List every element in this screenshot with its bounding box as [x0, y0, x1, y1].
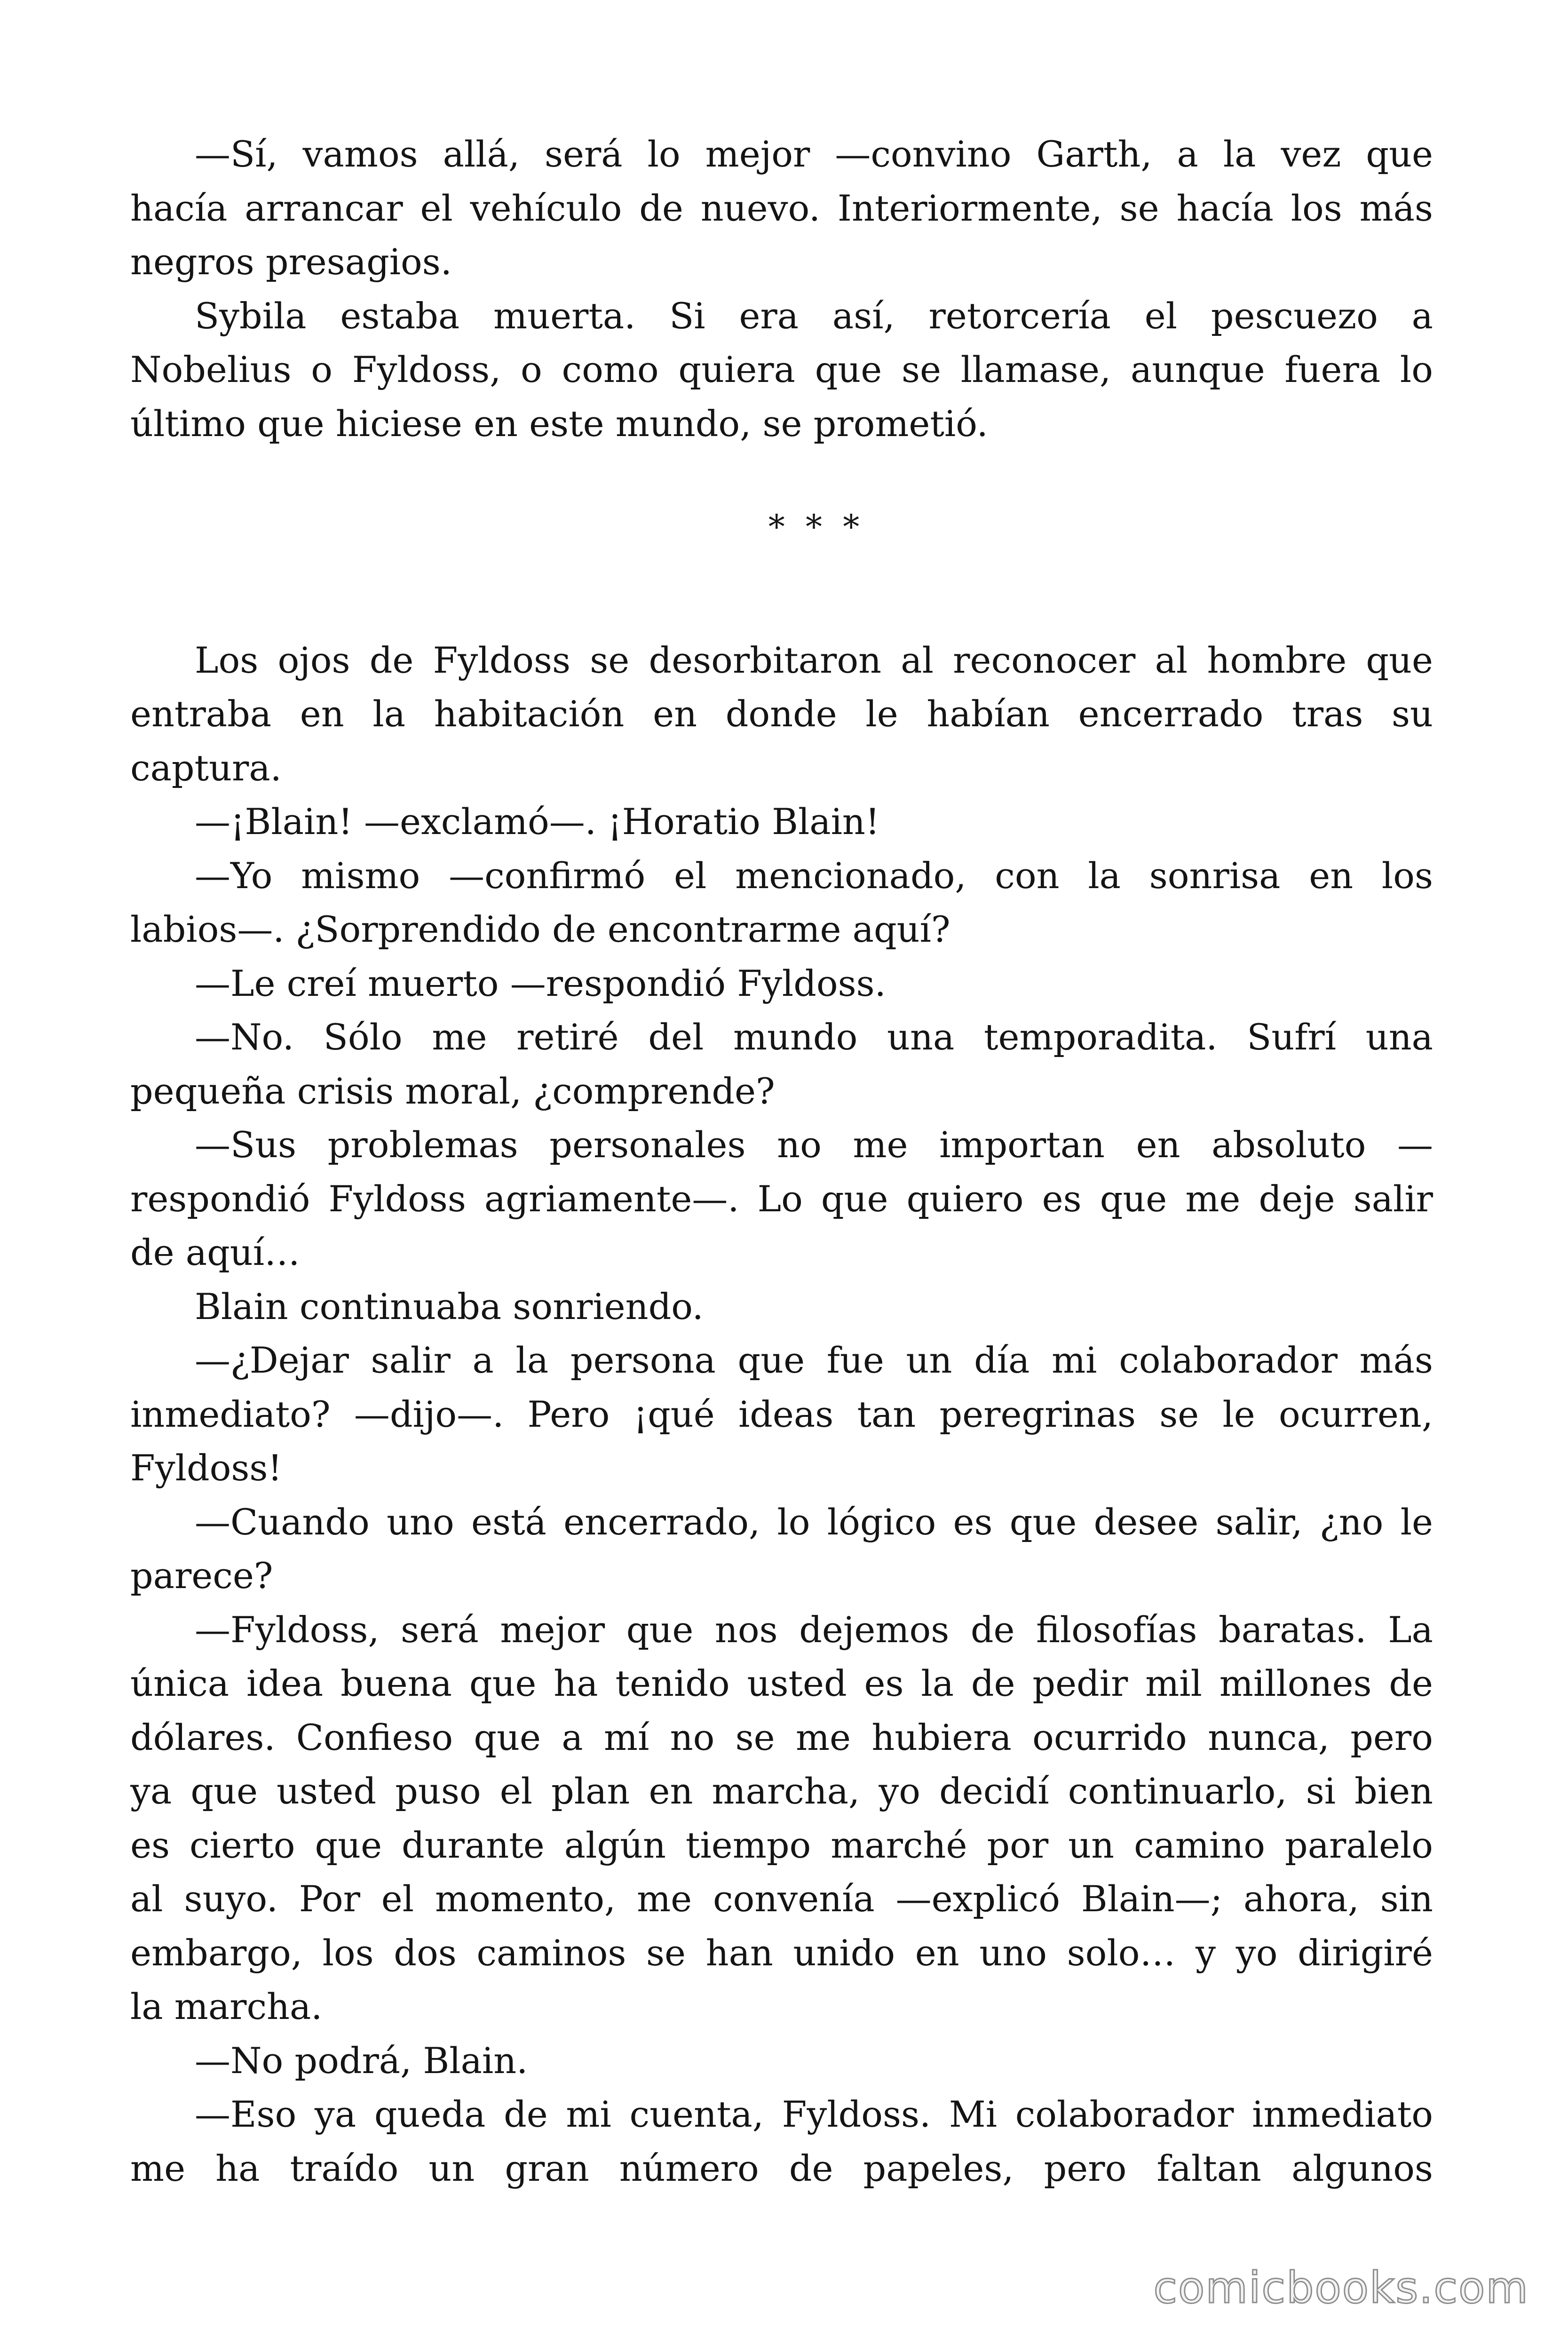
paragraph [130, 957, 1433, 1011]
text-line: Sybila estaba muerta. Si era así, retorcería el pescuezo a [195, 294, 1433, 337]
text-line: Fyldoss! [130, 1447, 282, 1489]
text-line: única idea buena que ha tenido usted es la de pedir mil millones de [130, 1662, 1433, 1704]
paragraph [130, 849, 1433, 957]
watermark: comicbooks.com [1153, 2263, 1529, 2313]
text-line: —Yo mismo —confirmó el mencionado, con la sonrisa en los [195, 854, 1433, 897]
text-line: Los ojos de Fyldoss se desorbitaron al reconocer al hombre que [195, 639, 1433, 681]
text-line: —¿Dejar salir a la persona que fue un día mi colaborador más [195, 1339, 1433, 1381]
text-line: labios—. ¿Sorprendido de encontrarme aquí? [130, 908, 950, 950]
paragraph [130, 795, 1433, 849]
text-line: Blain continuaba sonriendo. [195, 1285, 704, 1327]
text-line: —No podrá, Blain. [195, 2039, 528, 2082]
text-line: me ha traído un gran número de papeles, pero faltan algunos [130, 2147, 1433, 2189]
text-line: entraba en la habitación en donde le habían encerrado tras su [130, 693, 1433, 735]
text-line: hacía arrancar el vehículo de nuevo. Interiormente, se hacía los más [130, 187, 1433, 229]
text-line: la marcha. [130, 1986, 323, 2027]
text-line: —Cuando uno está encerrado, lo lógico es que desee salir, ¿no le [195, 1501, 1433, 1543]
text-line: respondió Fyldoss agriamente—. Lo que quiero es que me deje salir [130, 1177, 1433, 1220]
text-line: —Le creí muerto —respondió Fyldoss. [195, 962, 886, 1004]
text-line: —Eso ya queda de mi cuenta, Fyldoss. Mi colaborador inmediato [195, 2093, 1433, 2135]
text-line: —Sus problemas personales no me importan en absoluto — [195, 1124, 1433, 1166]
paragraph [130, 634, 1433, 795]
text-line: es cierto que durante algún tiempo marché por un camino paralelo [130, 1824, 1433, 1866]
text-line: negros presagios. [130, 241, 452, 283]
text-line: al suyo. Por el momento, me convenía —explicó Blain—; ahora, sin [130, 1878, 1433, 1920]
text-line: dólares. Confieso que a mí no se me hubiera ocurrido nunca, pero [130, 1716, 1433, 1758]
text-line: parece? [130, 1555, 273, 1597]
text-line: de aquí… [130, 1232, 300, 1273]
text-line: pequeña crisis moral, ¿comprende? [130, 1070, 775, 1112]
text-line: inmediato? —dijo—. Pero ¡qué ideas tan peregrinas se le ocurren, [130, 1393, 1433, 1435]
paragraph [130, 2034, 1433, 2088]
paragraph [130, 1334, 1433, 1495]
paragraph [130, 1495, 1433, 1603]
text-line: —Sí, vamos allá, será lo mejor —convino Garth, a la vez que [195, 133, 1433, 175]
paragraph [130, 1603, 1433, 2034]
text-line: —Fyldoss, será mejor que nos dejemos de filosofías baratas. La [195, 1608, 1433, 1651]
text-line: ya que usted puso el plan en marcha, yo decidí continuarlo, si bien [130, 1770, 1433, 1812]
text-line: Nobelius o Fyldoss, o como quiera que se llamase, aunque fuera lo [130, 349, 1433, 390]
paragraph [130, 1118, 1433, 1280]
text-line: —¡Blain! —exclamó—. ¡Horatio Blain! [195, 801, 880, 842]
page-body-text [130, 127, 1433, 2195]
paragraph [130, 1280, 1433, 1334]
paragraph [130, 2088, 1433, 2195]
text-line: —No. Sólo me retiré del mundo una temporadita. Sufrí una [195, 1016, 1433, 1058]
paragraph [130, 127, 1433, 289]
text-line: captura. [130, 747, 282, 789]
section-break: * * * [768, 508, 860, 546]
paragraph [130, 1010, 1433, 1118]
text-line: embargo, los dos caminos se han unido en uno solo… y yo dirigiré [130, 1931, 1433, 1974]
text-line: último que hiciese en este mundo, se prometió. [130, 402, 988, 445]
paragraph [130, 289, 1433, 451]
